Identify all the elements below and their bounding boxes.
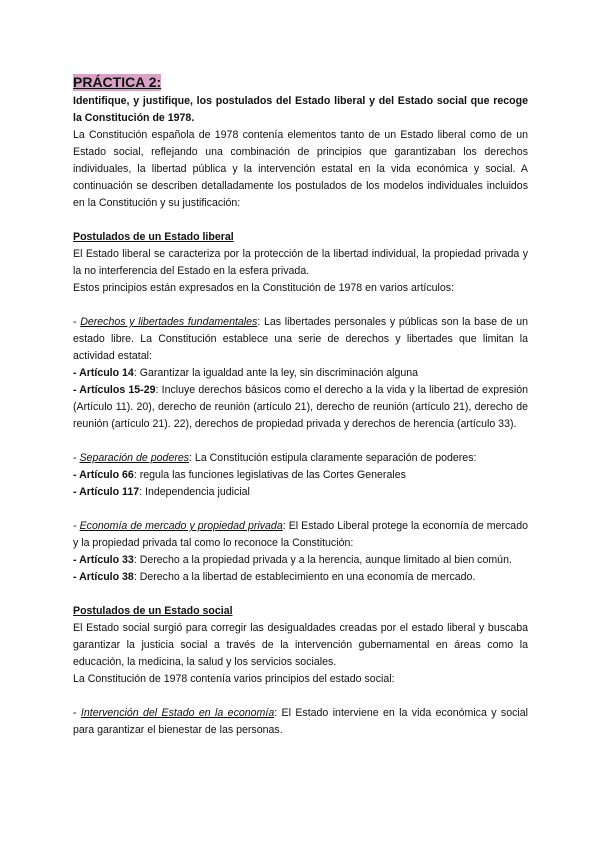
derechos-label: Derechos y libertades fundamentales xyxy=(80,316,258,328)
article-38-label: - Artículo 38 xyxy=(73,571,134,583)
separacion-label: Separación de poderes xyxy=(79,452,190,464)
intervencion-label: Intervención del Estado en la economía xyxy=(80,707,275,719)
article-15-29-item: - Artículos 15-29: Incluye derechos básicos como el derecho a la vida y la libertad de expresión (Artículo 11). 20), derecho de reunión (artículo 21), derecho de reunión (artículo 21), derecho de reunión (artículo 21). 22), derechos de propiedad privada y derechos de herencia (artículo 33). xyxy=(73,384,528,430)
article-15-29-label: - Artículos 15-29 xyxy=(73,384,156,396)
article-38-item: - Artículo 38: Derecho a la libertad de establecimiento en una economía de mercado. xyxy=(73,571,476,583)
page-title: PRÁCTICA 2: xyxy=(73,74,162,90)
liberal-heading: Postulados de un Estado liberal xyxy=(73,231,234,243)
social-paragraph-2: La Constitución de 1978 contenía varios principios del estado social: xyxy=(73,673,395,685)
social-paragraph-1: El Estado social surgió para corregir las desigualdades creadas por el estado liberal y buscaba garantizar la justicia social a través de la intervención gubernamental en áreas como la educación, la medicina, la salud y los servicios sociales. xyxy=(73,622,528,668)
article-117-label: - Artículo 117 xyxy=(73,486,140,498)
article-33-label: - Artículo 33 xyxy=(73,554,134,566)
article-14-label: - Artículo 14 xyxy=(73,367,134,379)
article-66-label: - Artículo 66 xyxy=(73,469,134,481)
liberal-paragraph-2: Estos principios están expresados en la Constitución de 1978 en varios artículos: xyxy=(73,282,455,294)
social-heading: Postulados de un Estado social xyxy=(73,605,233,617)
article-66-item: - Artículo 66: regula las funciones legislativas de las Cortes Generales xyxy=(73,469,406,481)
intro-paragraph: La Constitución española de 1978 contenía elementos tanto de un Estado liberal como de un Estado social, reflejando una combinación de principios que garantizaban los derechos individuales, la libertad pública y la intervención estatal en la vida económica y social. A continuación se describen detalladamente los postulados de los modelos individuales incluidos en la Constitución y su justificación: xyxy=(73,129,528,209)
article-117-item: - Artículo 117: Independencia judicial xyxy=(73,486,250,498)
economia-item: - Economía de mercado y propiedad privada: El Estado Liberal protege la economía de mercado y la propiedad privada tal como lo reconoce la Constitución: xyxy=(73,520,528,549)
liberal-paragraph-1: El Estado liberal se caracteriza por la protección de la libertad individual, la propiedad privada y la no interferencia del Estado en la esfera privada. xyxy=(73,248,528,277)
separacion-item: - Separación de poderes: La Constitución estipula claramente separación de poderes: xyxy=(73,452,477,464)
derechos-item: - Derechos y libertades fundamentales: Las libertades personales y públicas son la base de un estado libre. La Constitución establece una serie de derechos y libertades que limitan la actividad estatal: xyxy=(73,316,528,362)
economia-label: Economía de mercado y propiedad privada xyxy=(79,520,283,532)
intervencion-item: - Intervención del Estado en la economía: El Estado interviene en la vida económica y social para garantizar el bienestar de las personas. xyxy=(73,707,528,736)
document-body xyxy=(73,74,528,739)
article-14-item: - Artículo 14: Garantizar la igualdad ante la ley, sin discriminación alguna xyxy=(73,367,419,379)
article-33-item: - Artículo 33: Derecho a la propiedad privada y a la herencia, aunque limitado al bien común. xyxy=(73,554,512,566)
question-text: Identifique, y justifique, los postulados del Estado liberal y del Estado social que recoge la Constitución de 1978. xyxy=(73,95,528,124)
